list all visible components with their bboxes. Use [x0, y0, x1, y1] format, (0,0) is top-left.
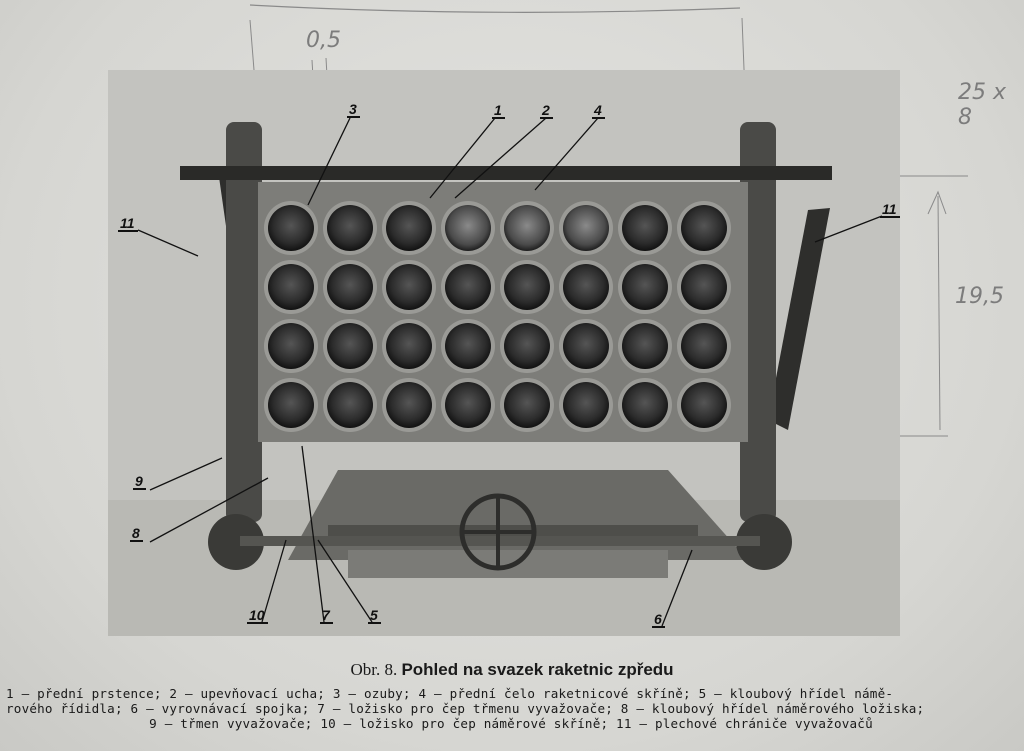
launch-tube	[445, 382, 491, 428]
legend-line: rového řídidla; 6 — vyrovnávací spojka; 7 — ložisko pro čep třmenu vyvažovače; 8 — kloubový hřídel náměrového ložiska;	[6, 701, 925, 716]
launch-tube	[681, 323, 727, 369]
callout-2: 2	[540, 103, 553, 119]
launch-tube	[563, 264, 609, 310]
callout-6: 6	[652, 612, 665, 628]
launch-tube	[268, 323, 314, 369]
launch-tube	[386, 382, 432, 428]
callout-7: 7	[320, 608, 333, 624]
caption-prefix: Obr. 8.	[350, 660, 398, 679]
legend-line: 9 — třmen vyvažovače; 10 — ložisko pro čep náměrové skříně; 11 — plechové chrániče vyvažovačů	[149, 716, 873, 731]
launch-tube	[622, 323, 668, 369]
launch-tube	[268, 205, 314, 251]
callout-1: 1	[492, 103, 505, 119]
launch-tube	[386, 205, 432, 251]
callout-3: 3	[347, 102, 360, 118]
launch-tube	[327, 264, 373, 310]
pencil-note-right-top: 25 x 8	[958, 80, 1007, 130]
photograph-rocket-launcher-front	[108, 70, 900, 636]
legend-line: 1 — přední prstence; 2 — upevňovací ucha; 3 — ozuby; 4 — přední čelo raketnicové skříně; 5 — kloubový hřídel námě-	[6, 686, 894, 701]
launch-tube	[445, 323, 491, 369]
launch-tube	[622, 264, 668, 310]
launch-tube	[681, 205, 727, 251]
figure-legend	[6, 686, 1016, 731]
launch-tube	[504, 205, 550, 251]
launch-tube	[681, 382, 727, 428]
callout-10: 10	[247, 608, 268, 624]
launch-tube	[445, 205, 491, 251]
launch-tube	[268, 382, 314, 428]
launch-tube	[386, 264, 432, 310]
launch-tube	[563, 382, 609, 428]
launch-tube	[268, 264, 314, 310]
launch-tube	[563, 205, 609, 251]
launch-tube	[327, 382, 373, 428]
launch-tube	[504, 264, 550, 310]
callout-5: 5	[368, 608, 381, 624]
callout-11-left: 11	[118, 216, 138, 232]
pencil-note-top: 0,5	[306, 28, 341, 53]
callout-4: 4	[592, 103, 605, 119]
launch-tube	[622, 382, 668, 428]
callout-11-right: 11	[880, 202, 900, 218]
launch-tube	[504, 382, 550, 428]
callout-9: 9	[133, 474, 146, 490]
caption-title: Pohled na svazek raketnic zpředu	[401, 660, 674, 679]
launch-tube	[445, 264, 491, 310]
launch-tube	[563, 323, 609, 369]
pencil-note-right-mid: 19,5	[955, 284, 1004, 309]
figure-caption	[0, 660, 1024, 680]
callout-8: 8	[130, 526, 143, 542]
launch-tube	[327, 323, 373, 369]
launch-tube	[386, 323, 432, 369]
launch-tube	[622, 205, 668, 251]
launch-tube	[504, 323, 550, 369]
launch-tube	[327, 205, 373, 251]
launch-tube	[681, 264, 727, 310]
